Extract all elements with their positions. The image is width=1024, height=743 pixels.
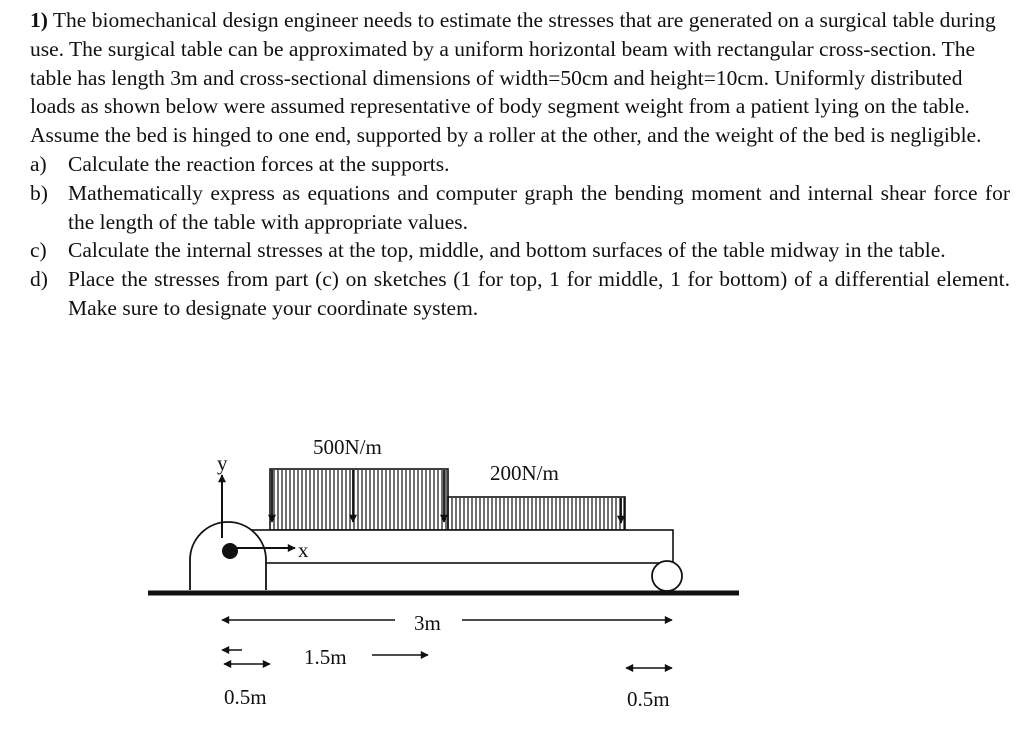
part-label: a): [30, 151, 47, 176]
part-text: Calculate the internal stresses at the top, middle, and bottom surfaces of the table midway in the table.: [68, 238, 946, 263]
hinge-pin: [222, 543, 238, 559]
roller-support: [652, 561, 682, 591]
distributed-load-200: [448, 497, 625, 530]
problem-number: 1): [30, 8, 48, 32]
hinge-support: [190, 522, 266, 590]
part-text: Place the stresses from part (c) on sketches (1 for top, 1 for middle, 1 for bottom) of a differential element. Make sure to designate your coordinate system.: [68, 267, 1010, 320]
part-text: Calculate the reaction forces at the supports.: [68, 151, 450, 176]
right-offset-label: 0.5m: [627, 687, 670, 711]
table-beam: [230, 530, 673, 563]
length-mid-label: 1.5m: [304, 645, 347, 669]
length-total-label: 3m: [414, 611, 441, 635]
load1-label: 500N/m: [313, 435, 382, 459]
part-label: d): [30, 267, 48, 292]
load2-label: 200N/m: [490, 461, 559, 485]
y-axis-label: y: [217, 451, 228, 475]
left-offset-label: 0.5m: [224, 685, 267, 709]
part-label: b): [30, 180, 48, 205]
part-text: Mathematically express as equations and computer graph the bending moment and internal shear force for the length of the table with appropriate values.: [68, 180, 1010, 234]
problem-intro-text: The biomechanical design engineer needs to estimate the stresses that are generated on a surgical table during use. The surgical table can be approximated by a uniform horizontal beam with rectangular cross-section. The table has length 3m and cross-sectional dimensions of width=50cm and height=10cm. Uniformly distributed loads as shown below were assumed representative of body segment weight from a patient lying on the table. Assume the bed is hinged to one end, supported by a roller at the other, and the weight of the bed is negligible.: [30, 8, 996, 148]
distributed-load-500: [270, 469, 448, 530]
x-axis-label: x: [298, 538, 309, 562]
part-label: c): [30, 238, 47, 263]
